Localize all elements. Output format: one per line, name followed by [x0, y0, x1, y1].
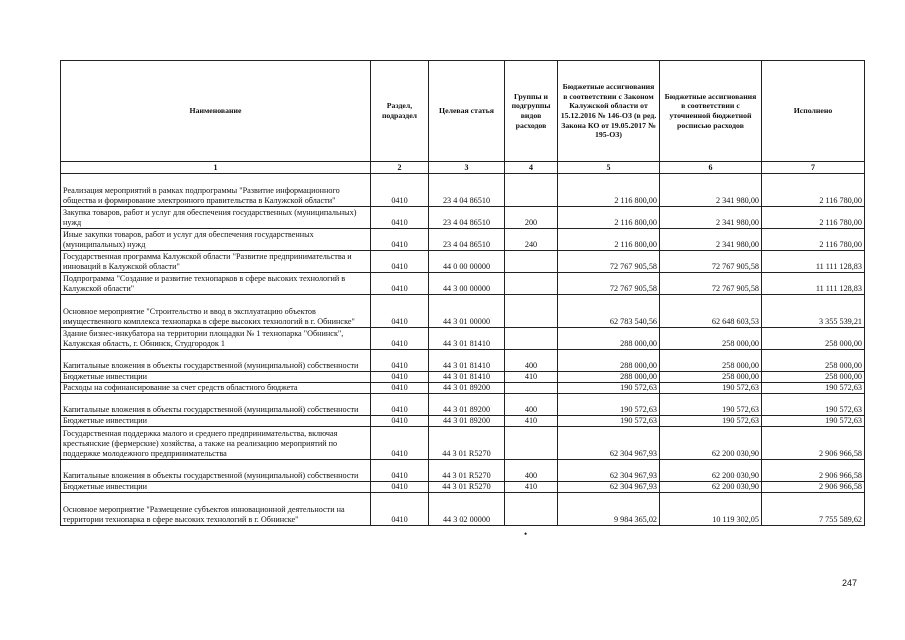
row-target-article: 44 3 01 81410 [429, 350, 505, 372]
row-target-article: 44 3 01 89200 [429, 416, 505, 427]
row-section: 0410 [371, 383, 429, 394]
row-expense-group: 400 [505, 460, 558, 482]
column-number: 1 [61, 162, 371, 174]
row-target-article: 44 3 01 89200 [429, 383, 505, 394]
header-name: Наименование [61, 61, 371, 162]
budget-table [60, 60, 865, 526]
row-section: 0410 [371, 460, 429, 482]
row-name: Капитальные вложения в объекты государственной (муниципальной) собственности [61, 394, 371, 416]
row-refined-allocation: 2 341 980,00 [660, 207, 762, 229]
row-target-article: 44 3 01 89200 [429, 394, 505, 416]
page-number: 247 [842, 578, 858, 588]
row-law-allocation: 62 304 967,93 [558, 460, 660, 482]
table-row [61, 482, 865, 493]
row-section: 0410 [371, 207, 429, 229]
row-expense-group [505, 383, 558, 394]
row-executed: 190 572,63 [762, 394, 865, 416]
row-law-allocation: 9 984 365,02 [558, 493, 660, 526]
row-target-article: 44 3 01 R5270 [429, 460, 505, 482]
column-number: 5 [558, 162, 660, 174]
row-target-article: 44 3 01 81410 [429, 372, 505, 383]
table-row [61, 251, 865, 273]
row-executed: 2 906 966,58 [762, 427, 865, 460]
row-refined-allocation: 190 572,63 [660, 416, 762, 427]
row-refined-allocation: 2 341 980,00 [660, 174, 762, 207]
header-expense-group: Группы и подгруппы видов расходов [505, 61, 558, 162]
table-row [61, 328, 865, 350]
row-expense-group [505, 493, 558, 526]
row-refined-allocation: 10 119 302,05 [660, 493, 762, 526]
row-law-allocation: 190 572,63 [558, 383, 660, 394]
row-expense-group: 410 [505, 482, 558, 493]
row-name: Здание бизнес-инкубатора на территории площадки № 1 технопарка "Обнинск", Калужская область, г. Обнинск, Студгородок 1 [61, 328, 371, 350]
row-expense-group: 400 [505, 350, 558, 372]
row-target-article: 44 0 00 00000 [429, 251, 505, 273]
row-law-allocation: 62 783 540,56 [558, 295, 660, 328]
row-name: Основное мероприятие "Размещение субъектов инновационной деятельности на территории технопарка в сфере высоких технологий в г. Обнинске" [61, 493, 371, 526]
header-law-allocation: Бюджетные ассигнования в соответствии с Законом Калужской области от 15.12.2016 № 146-ОЗ (в ред. Закона КО от 19.05.2017 № 195-ОЗ) [558, 61, 660, 162]
stray-mark: • [524, 529, 528, 539]
row-section: 0410 [371, 416, 429, 427]
row-executed: 258 000,00 [762, 350, 865, 372]
row-law-allocation: 190 572,63 [558, 394, 660, 416]
column-number: 2 [371, 162, 429, 174]
table-row [61, 295, 865, 328]
row-executed: 2 116 780,00 [762, 207, 865, 229]
column-number: 7 [762, 162, 865, 174]
row-law-allocation: 190 572,63 [558, 416, 660, 427]
row-target-article: 44 3 01 81410 [429, 328, 505, 350]
table-row [61, 372, 865, 383]
row-refined-allocation: 190 572,63 [660, 383, 762, 394]
row-expense-group [505, 328, 558, 350]
row-executed: 11 111 128,83 [762, 273, 865, 295]
row-expense-group: 410 [505, 416, 558, 427]
row-target-article: 44 3 01 00000 [429, 295, 505, 328]
table-row [61, 416, 865, 427]
row-name: Бюджетные инвестиции [61, 372, 371, 383]
row-target-article: 44 3 02 00000 [429, 493, 505, 526]
header-section: Раздел, подраздел [371, 61, 429, 162]
column-number: 3 [429, 162, 505, 174]
row-target-article: 23 4 04 86510 [429, 229, 505, 251]
row-name: Государственная поддержка малого и среднего предпринимательства, включая крестьянские (фермерские) хозяйства, а также на реализацию мероприятий по поддержке молодежного предпринимательства [61, 427, 371, 460]
row-name: Государственная программа Калужской области "Развитие предпринимательства и инноваций в Калужской области" [61, 251, 371, 273]
row-expense-group: 410 [505, 372, 558, 383]
row-executed: 7 755 589,62 [762, 493, 865, 526]
header-executed: Исполнено [762, 61, 865, 162]
row-refined-allocation: 62 200 030,90 [660, 460, 762, 482]
row-section: 0410 [371, 493, 429, 526]
column-number: 4 [505, 162, 558, 174]
header-refined-allocation: Бюджетные ассигнования в соответствии с уточненной бюджетной росписью расходов [660, 61, 762, 162]
row-target-article: 44 3 01 R5270 [429, 482, 505, 493]
row-name: Подпрограмма "Создание и развитие технопарков в сфере высоких технологий в Калужской области" [61, 273, 371, 295]
row-target-article: 44 3 00 00000 [429, 273, 505, 295]
row-refined-allocation: 72 767 905,58 [660, 251, 762, 273]
row-refined-allocation: 62 200 030,90 [660, 482, 762, 493]
table-row [61, 174, 865, 207]
row-refined-allocation: 190 572,63 [660, 394, 762, 416]
row-executed: 258 000,00 [762, 328, 865, 350]
row-law-allocation: 62 304 967,93 [558, 482, 660, 493]
row-executed: 2 116 780,00 [762, 174, 865, 207]
row-section: 0410 [371, 372, 429, 383]
row-name: Бюджетные инвестиции [61, 482, 371, 493]
row-section: 0410 [371, 482, 429, 493]
row-expense-group [505, 295, 558, 328]
row-executed: 11 111 128,83 [762, 251, 865, 273]
row-name: Основное мероприятие "Строительство и ввод в эксплуатацию объектов имущественного комплекса технопарка в сфере высоких технологий в г. Обнинске" [61, 295, 371, 328]
table-row [61, 273, 865, 295]
table-row [61, 207, 865, 229]
table-row [61, 493, 865, 526]
row-section: 0410 [371, 394, 429, 416]
row-name: Реализация мероприятий в рамках подпрограммы "Развитие информационного общества и формирование электронного правительства в Калужской области" [61, 174, 371, 207]
row-section: 0410 [371, 251, 429, 273]
row-law-allocation: 2 116 800,00 [558, 207, 660, 229]
row-expense-group [505, 427, 558, 460]
row-section: 0410 [371, 350, 429, 372]
row-law-allocation: 2 116 800,00 [558, 229, 660, 251]
row-section: 0410 [371, 427, 429, 460]
column-number: 6 [660, 162, 762, 174]
row-refined-allocation: 258 000,00 [660, 350, 762, 372]
row-section: 0410 [371, 295, 429, 328]
row-law-allocation: 72 767 905,58 [558, 273, 660, 295]
table-row [61, 460, 865, 482]
row-law-allocation: 288 000,00 [558, 372, 660, 383]
table-row [61, 229, 865, 251]
row-refined-allocation: 2 341 980,00 [660, 229, 762, 251]
row-name: Закупка товаров, работ и услуг для обеспечения государственных (муниципальных) нужд [61, 207, 371, 229]
table-row [61, 427, 865, 460]
row-law-allocation: 288 000,00 [558, 350, 660, 372]
row-law-allocation: 288 000,00 [558, 328, 660, 350]
row-target-article: 23 4 04 86510 [429, 174, 505, 207]
row-expense-group [505, 273, 558, 295]
row-section: 0410 [371, 328, 429, 350]
row-executed: 2 116 780,00 [762, 229, 865, 251]
row-expense-group: 400 [505, 394, 558, 416]
row-name: Иные закупки товаров, работ и услуг для обеспечения государственных (муниципальных) нужд [61, 229, 371, 251]
row-executed: 258 000,00 [762, 372, 865, 383]
row-expense-group [505, 251, 558, 273]
row-executed: 3 355 539,21 [762, 295, 865, 328]
row-name: Расходы на софинансирование за счет средств областного бюджета [61, 383, 371, 394]
row-refined-allocation: 258 000,00 [660, 328, 762, 350]
row-section: 0410 [371, 229, 429, 251]
row-executed: 2 906 966,58 [762, 460, 865, 482]
row-expense-group: 200 [505, 207, 558, 229]
row-refined-allocation: 258 000,00 [660, 372, 762, 383]
row-refined-allocation: 62 648 603,53 [660, 295, 762, 328]
row-section: 0410 [371, 273, 429, 295]
row-refined-allocation: 62 200 030,90 [660, 427, 762, 460]
table-row [61, 350, 865, 372]
row-refined-allocation: 72 767 905,58 [660, 273, 762, 295]
row-target-article: 44 3 01 R5270 [429, 427, 505, 460]
row-name: Капитальные вложения в объекты государственной (муниципальной) собственности [61, 460, 371, 482]
row-law-allocation: 72 767 905,58 [558, 251, 660, 273]
table-row [61, 394, 865, 416]
row-executed: 190 572,63 [762, 416, 865, 427]
row-executed: 190 572,63 [762, 383, 865, 394]
row-expense-group [505, 174, 558, 207]
row-executed: 2 906 966,58 [762, 482, 865, 493]
row-name: Бюджетные инвестиции [61, 416, 371, 427]
row-law-allocation: 62 304 967,93 [558, 427, 660, 460]
header-target-article: Целевая статья [429, 61, 505, 162]
row-law-allocation: 2 116 800,00 [558, 174, 660, 207]
row-section: 0410 [371, 174, 429, 207]
row-name: Капитальные вложения в объекты государственной (муниципальной) собственности [61, 350, 371, 372]
row-target-article: 23 4 04 86510 [429, 207, 505, 229]
row-expense-group: 240 [505, 229, 558, 251]
table-row [61, 383, 865, 394]
